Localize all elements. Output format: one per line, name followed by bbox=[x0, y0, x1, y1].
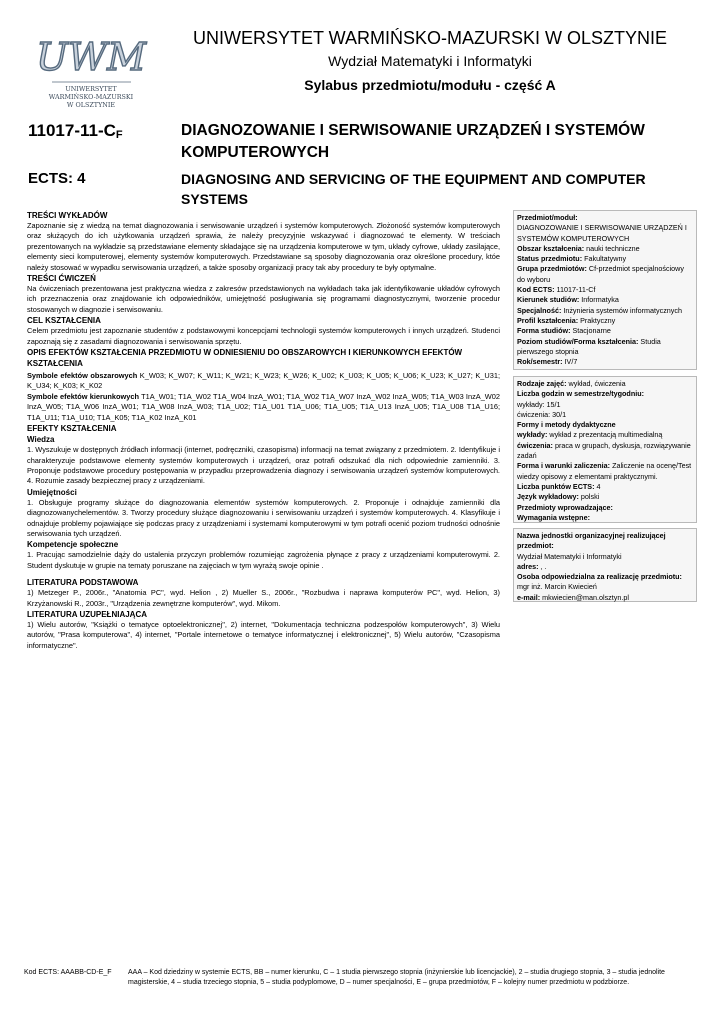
year-semester-label: Rok/semestr: bbox=[517, 357, 563, 367]
profile-label: Profil kształcenia: bbox=[517, 315, 579, 325]
assessment-label: Forma i warunki zaliczenia: bbox=[517, 461, 611, 471]
unit-label: Nazwa jednostki organizacyjnej realizującej przedmiot: bbox=[517, 531, 666, 551]
methods-exercises-label: ćwiczenia: bbox=[517, 440, 553, 450]
logo-mark: UWM bbox=[36, 35, 146, 79]
area-symbols-label: Symbole efektów obszarowych bbox=[27, 371, 138, 381]
knowledge-text: 1. Wyszukuje w dostępnych źródłach informacji (internet, podręczniki, czasopisma) informacji na temat związany z przedmiotem. 2. Identyfikuje i charakteryzuje podstawowe elementy systemów komputerowych i urządzeń, oraz potrafi odszukać dla nich odpowiednie zamienniki. 3. Proponuje podstawowe procedury postępowania w przypadku przeprowadzenia diagnozy i serwisowania urządzeń systemów komputerowych. 4. Rozumie zasady bezpiecznej pracy z urządzeniami. bbox=[27, 445, 500, 486]
ects-code-value: 11017-11-Cf bbox=[554, 285, 596, 295]
ects-points: ECTS: 4 bbox=[28, 170, 86, 187]
lectures-text: Zapoznanie się z wiedzą na temat diagnozowania i serwisowanie urządzeń i systemów komputerowych. Złożoność systemów komputerowych oraz służących do ich użytkowania urządzeń sprawia, że należy precyzyjnie wskazywać i diagnozować te elementy. W treściach prezentowanych na wykładzie są przedstawiane elementy składające się na urządzenia komputerowe w tym, układy cyfrowe, układy zasilające, elementy sieci komputerowej, elementy systemów komputerowych. Przedstawiane są sposoby diagnozowania oraz określone procedury, któe należy stosować w wypadku serwisowania urządzeń, a także sposoby organizacji pracy tak aby procedury te były optymalne. bbox=[27, 221, 500, 272]
syllabus-main-column bbox=[27, 210, 500, 651]
area-value: nauki techniczne bbox=[584, 243, 640, 253]
assessment-value: Zaliczenie na ocenę/Test wiedzy opisowy z elementami praktycznymi. bbox=[517, 461, 692, 481]
direction-symbols-value: T1A_W01; T1A_W02 T1A_W04 InzA_W01; T1A_W02 T1A_W07 InzA_W02 InzA_W05; T1A_W03 InzA_W02 InzA_W05; T1A_W06 InzA_W01; T1A_W08 InzA_W03; T1A_U02; T1A_U01 T1A_U06; T1A_U05; T1A_U13 InzA_U05; T1A_U08 T1A_U16; T1A_U11; T1A_U10; T1A_K05; T1A_K02 InzA_K01 bbox=[27, 391, 501, 422]
responsible-person-label: Osoba odpowiedzialna za realizację przedmiotu: bbox=[517, 572, 682, 582]
logo-line-3: W OLSZTYNIE bbox=[66, 101, 116, 109]
university-name: UNIWERSYTET WARMIŃSKO-MAZURSKI W OLSZTYNIE bbox=[192, 28, 668, 48]
methods-exercises-value: praca w grupach, dyskusja, rozwiązywanie zadań bbox=[517, 440, 691, 461]
course-code-sub: F bbox=[115, 129, 123, 141]
ects-points-value: 4 bbox=[594, 481, 601, 491]
logo-line-1: UNIWERSYTET bbox=[65, 85, 117, 93]
hours-lectures: wykłady: 15/1 bbox=[517, 399, 561, 409]
syllabus-heading: Sylabus przedmiotu/modułu - część A bbox=[304, 77, 556, 93]
university-logo bbox=[36, 26, 146, 112]
study-form-label: Forma studiów: bbox=[517, 326, 571, 336]
basic-literature-text: 1) Metzeger P., 2006r., "Anatomia PC", wyd. Helion , 2) Mueller S., 2006r., "Rozbudwa i naprawa komputerów PC", wyd. Helion, 3) Krzyżanowski R., 2003r., "Urządzenia zewnętrzne komputerów", wyd. Mikom. bbox=[27, 588, 500, 608]
responsible-person-value: mgr inż. Marcin Kwiecień bbox=[517, 582, 597, 592]
address-label: adres: bbox=[517, 561, 539, 571]
year-semester-value: IV/7 bbox=[562, 357, 578, 367]
language-value: polski bbox=[578, 492, 600, 502]
hours-label: Liczba godzin w semestrze/tygodniu: bbox=[517, 389, 644, 399]
introductory-subjects-label: Przedmioty wprowadzające: bbox=[517, 502, 613, 512]
email-value[interactable]: mkwiecien@man.olsztyn.pl bbox=[540, 592, 629, 602]
language-label: Język wykładowy: bbox=[517, 492, 579, 502]
basic-literature-heading: LITERATURA PODSTAWOWA bbox=[27, 578, 139, 588]
area-symbols bbox=[27, 371, 500, 392]
email-label: e-mail: bbox=[517, 592, 541, 602]
group-label: Grupa przedmiotów: bbox=[517, 264, 587, 274]
effects-heading: EFEKTY KSZTAŁCENIA bbox=[27, 424, 117, 434]
exercises-heading: TREŚCI ĆWICZEŃ bbox=[27, 274, 96, 284]
direction-symbols-label: Symbole efektów kierunkowych bbox=[27, 391, 140, 401]
specialty-value: Inżynieria systemów informatycznych bbox=[561, 305, 682, 315]
group-value: Cf-przedmiot specjalnościowy do wyboru bbox=[517, 264, 684, 284]
course-title-pl: DIAGNOZOWANIE I SERWISOWANIE URZĄDZEŃ I SYSTEMÓW KOMPUTEROWYCH bbox=[181, 122, 645, 161]
specialty-label: Specjalność: bbox=[517, 305, 562, 315]
goal-text: Celem przedmiotu jest zapoznanie studentów z podstawowymi koncepcjami technologii systemów komputerowych i innych urządzeń. Studenci zapoznają się z zasadami diagnozowania i serwisowania sprzętu. bbox=[27, 326, 500, 346]
organizational-unit-box bbox=[513, 528, 697, 602]
methods-lectures-value: wykład z prezentacją multimedialną bbox=[547, 430, 663, 440]
course-code bbox=[28, 121, 123, 141]
address-value: , . bbox=[538, 561, 547, 571]
status-value: Fakultatywny bbox=[582, 254, 627, 264]
skills-text: 1. Obsługuje programy służące do diagnozowania elementów systemów komputerowych. 2. Proponuje i odnajduje zamienniki dla diagnozowanychelementów. 3. Tworzy procedury służące diagnozowaniu i serwisowaniu urządzeń i systemów komputerowych. 4. Klasyfikuje i odnajduje problemy pojawiające się podczas pracy z urządzeniami i systemami komputerowymi w tym potrafi ocenić poziom trudności odnośnie serwisowania tych urządzeń. bbox=[27, 497, 500, 538]
course-title-en: DIAGNOSING AND SERVICING OF THE EQUIPMENT AND COMPUTER SYSTEMS bbox=[181, 171, 646, 207]
class-types-label: Rodzaje zajęć: bbox=[517, 379, 567, 388]
social-competences-heading: Kompetencje społeczne bbox=[27, 540, 119, 550]
direction-symbols bbox=[27, 392, 500, 423]
supplementary-literature-heading: LITERATURA UZUPEŁNIAJĄCA bbox=[27, 609, 147, 619]
skills-heading: Umiejętności bbox=[27, 487, 77, 497]
goal-heading: CEL KSZTAŁCENIA bbox=[27, 316, 101, 326]
field-label: Kierunek studiów: bbox=[517, 295, 580, 305]
area-label: Obszar kształcenia: bbox=[517, 243, 585, 253]
unit-value: Wydział Matematyki i Informatyki bbox=[517, 551, 622, 561]
class-types-value: wykład, ćwiczenia bbox=[566, 379, 626, 388]
study-level-label: Poziom studiów/Forma kształcenia: bbox=[517, 336, 639, 346]
area-symbols-value: K_W03; K_W07; K_W11; K_W21; K_W23; K_W26; K_U02; K_U03; K_U05; K_U06; K_U23; K_U27; K_U31; K_U34; K_K03; K_K02 bbox=[27, 371, 500, 391]
course-code-main: 11017-11-C bbox=[28, 121, 116, 140]
knowledge-heading: Wiedza bbox=[27, 435, 55, 445]
study-level-value: Studia pierwszego stopnia bbox=[517, 336, 661, 356]
methods-label: Formy i metody dydaktyczne bbox=[517, 420, 616, 430]
status-label: Status przedmiotu: bbox=[517, 254, 583, 264]
footer-code-format: Kod ECTS: AAABB-CD-E_F bbox=[24, 969, 112, 976]
subject-label: Przedmiot/moduł: bbox=[517, 213, 578, 222]
footer-code-explanation: AAA – Kod dziedziny w systemie ECTS, BB – numer kierunku, C – 1 studia pierwszego stopnia (inżynierskie lub licencjackie), 2 – studia drugiego stopnia, 3 – studia jednolite magisterskie, 4 – studia trzeciego stopnia, 5 – studia podyplomowe, D – numer specjalności, E – grupa przedmiotów, F – kolejny numer przedmiotu w podzbiorze. bbox=[128, 969, 665, 986]
field-value: Informatyka bbox=[579, 295, 619, 305]
ects-code-label: Kod ECTS: bbox=[517, 285, 555, 295]
hours-exercises: ćwiczenia: 30/1 bbox=[517, 409, 567, 419]
exercises-text: Na ćwiczeniach prezentowana jest praktyczna wiedza z zakresów przedstawionych na wykładach taka jak identyfikowanie układów cyfrowych ich przeznaczenia oraz znajdowanie ich odpowiedników, umiejętność posługiwania się programami diagnostycznymi, tworzenie procedur stosowanych w diagnozie i serwisowaniu. bbox=[27, 284, 500, 314]
supplementary-literature-text: 1) Wielu autorów, "Książki o tematyce optoelektronicznej", 2) internet, "Dokumentacja techniczna podzespołów komputerowych", 3) Wielu autorów, "Prasa komputerowa", 4) internet, "Portale internetowe o tematyce informatycznej i elektronicznej", 5) Wielu autorów, "Czasopisma informatyczne". bbox=[27, 619, 500, 650]
study-form-value: Stacjonarne bbox=[570, 326, 611, 336]
course-info-box bbox=[513, 210, 697, 370]
ects-points-label: Liczba punktów ECTS: bbox=[517, 481, 595, 491]
effects-description-heading: OPIS EFEKTÓW KSZTAŁCENIA PRZEDMIOTU W ODNIESIENIU DO OBSZAROWYCH I KIERUNKOWYCH EFEKTÓW KSZTAŁCENIA bbox=[27, 348, 463, 369]
social-competences-text: 1. Pracując samodzielnie dąży do ustalenia przyczyn problemów rozumiejąc zagrożenia płynące z pracy z urządzeniami komputerowymi. 2. Student dyskutuje w grupie na tematy poruszane na zajęciach w tym wyrażą swoje opinie . bbox=[27, 550, 500, 570]
logo-line-2: WARMIŃSKO-MAZURSKI bbox=[48, 93, 134, 101]
prerequisites-label: Wymagania wstępne: bbox=[517, 512, 590, 522]
faculty-name: Wydział Matematyki i Informatyki bbox=[328, 53, 532, 69]
profile-value: Praktyczny bbox=[578, 315, 616, 325]
methods-lectures-label: wykłady: bbox=[517, 430, 548, 440]
lectures-heading: TREŚCI WYKŁADÓW bbox=[27, 211, 108, 220]
classes-info-box bbox=[513, 376, 697, 523]
subject-value: DIAGNOZOWANIE I SERWISOWANIE URZĄDZEŃ I SYSTEMÓW KOMPUTEROWYCH bbox=[517, 223, 687, 243]
